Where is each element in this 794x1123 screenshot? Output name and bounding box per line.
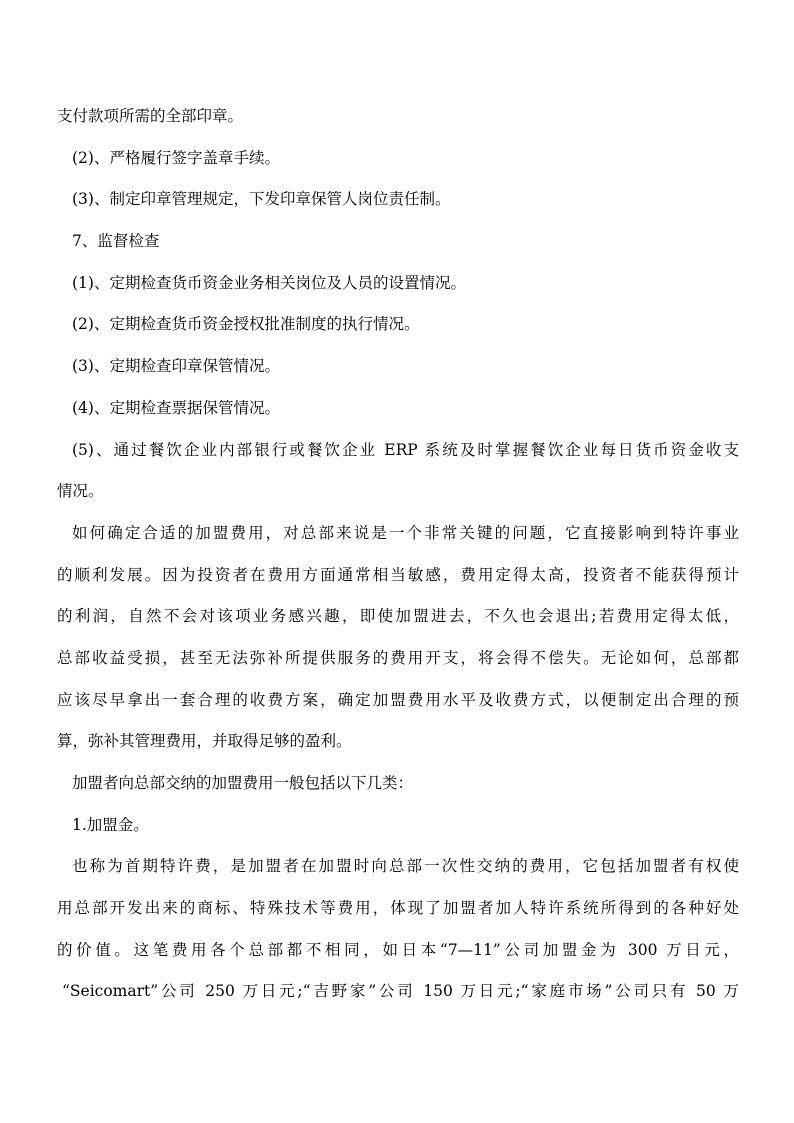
paragraph-line: 的价值。这笔费用各个总部都不相同，如日本“7—11”公司加盟金为 300 万日元， <box>57 940 739 959</box>
paragraph-line: 算，弥补其管理费用，并取得足够的盈利。 <box>57 732 352 751</box>
list-item: (4)、定期检查票据保管情况。 <box>72 398 280 417</box>
paragraph-line: “Seicomart”公司 250 万日元;“吉野家”公司 150 万日元;“家庭市场”公司只有 50 万 <box>62 982 739 1001</box>
section-heading: 7、监督检查 <box>72 232 160 251</box>
list-item: (5)、通过餐饮企业内部银行或餐饮企业 ERP 系统及时掌握餐饮企业每日货币资金收支 <box>72 440 739 459</box>
paragraph-line: 也称为首期特许费，是加盟者在加盟时向总部一次性交纳的费用，它包括加盟者有权使 <box>72 857 739 876</box>
paragraph-line: 的顺利发展。因为投资者在费用方面通常相当敏感，费用定得太高，投资者不能获得预计 <box>57 565 739 584</box>
list-item: (1)、定期检查货币资金业务相关岗位及人员的设置情况。 <box>72 273 466 292</box>
paragraph-line: 如何确定合适的加盟费用，对总部来说是一个非常关键的问题，它直接影响到特许事业 <box>72 523 739 542</box>
paragraph-line: 支付款项所需的全部印章。 <box>57 107 244 125</box>
list-item: (3)、制定印章管理规定，下发印章保管人岗位责任制。 <box>72 190 451 209</box>
paragraph-line: 用总部开发出来的商标、特殊技术等费用，体现了加盟者加人特许系统所得到的各种好处 <box>57 899 739 918</box>
document-body <box>57 100 739 1017</box>
list-item: (2)、严格履行签字盖章手续。 <box>72 148 280 167</box>
paragraph-line: 加盟者向总部交纳的加盟费用一般包括以下几类： <box>72 774 414 792</box>
list-item: (2)、定期检查货币资金授权批准制度的执行情况。 <box>72 315 420 334</box>
list-item: (3)、定期检查印章保管情况。 <box>72 357 280 376</box>
paragraph-line: 的利润，自然不会对该项业务感兴趣，即使加盟进去，不久也会退出;若费用定得太低， <box>57 607 739 626</box>
paragraph-line: 情况。 <box>57 482 104 501</box>
paragraph-line: 应该尽早拿出一套合理的收费方案，确定加盟费用水平及收费方式，以便制定出合理的预 <box>57 690 739 709</box>
paragraph-line: 总部收益受损，甚至无法弥补所提供服务的费用开支，将会得不偿失。无论如何，总部都 <box>57 648 739 667</box>
section-heading: 1.加盟金。 <box>72 815 149 834</box>
